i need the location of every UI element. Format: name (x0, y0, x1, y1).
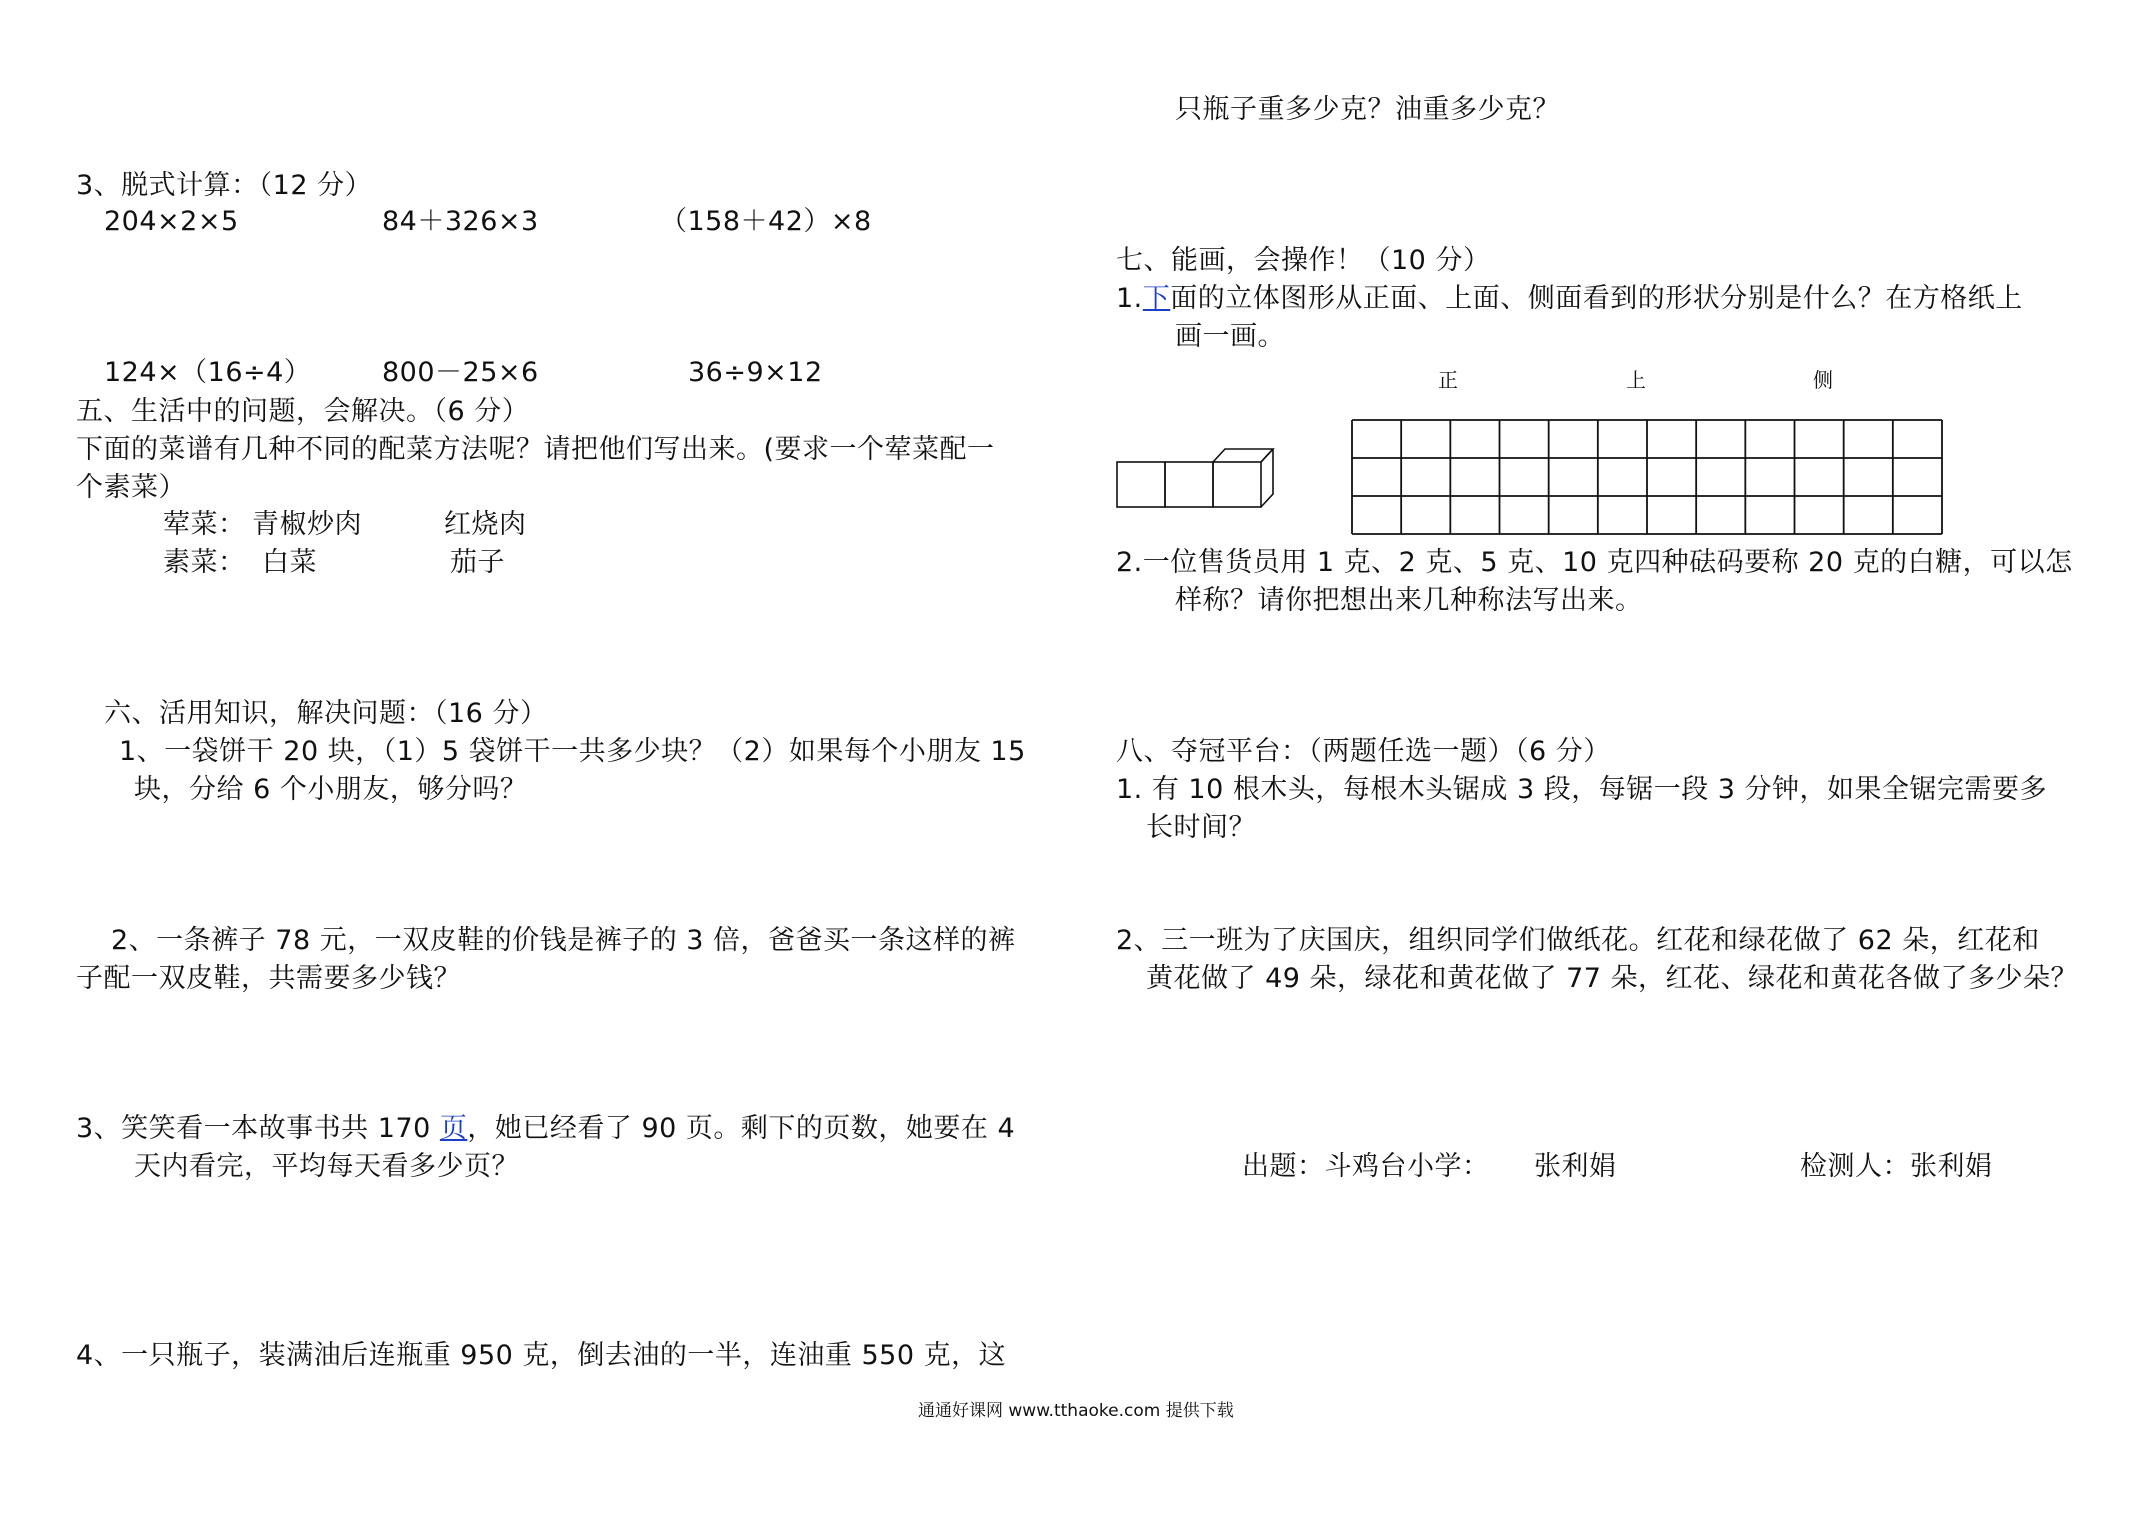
veg-item-2: 茄子 (450, 547, 505, 578)
q2-line2: 子配一双皮鞋，共需要多少钱？ (76, 963, 461, 994)
s7q1-line2: 画一画。 (1175, 321, 1285, 352)
calc-expr-3: （158＋42）×8 (660, 206, 872, 237)
veg-item-1: 白菜 (262, 547, 317, 578)
meat-label: 荤菜： (163, 509, 246, 540)
s8q1-line1: 1. 有 10 根木头，每根木头锯成 3 段，每锯一段 3 分钟，如果全锯完需要多 (1116, 774, 2048, 805)
sec6-heading: 六、活用知识，解决问题：（16 分） (104, 698, 548, 729)
calc-expr-6: 36÷9×12 (688, 357, 823, 388)
sec5-text-line1: 下面的菜谱有几种不同的配菜方法呢？请把他们写出来。(要求一个荤菜配一 (76, 434, 995, 465)
grid-paper (1350, 418, 1946, 538)
q3-line1-part2: ，她已经看了 90 页。剩下的页数，她要在 4 (467, 1113, 1016, 1144)
calc-expr-5: 800－25×6 (382, 357, 539, 388)
meat-item-1: 青椒炒肉 (252, 509, 362, 540)
view-label-top: 上 (1626, 368, 1647, 392)
s7q1-prefix: 1. (1116, 283, 1143, 314)
view-label-side: 侧 (1813, 368, 1834, 392)
meat-item-2: 红烧肉 (444, 509, 527, 540)
s7q2-line2: 样称？请你把想出来几种称法写出来。 (1175, 585, 1643, 616)
checker-label: 检测人：张利娟 (1800, 1151, 1993, 1182)
q3-page-link[interactable]: 页 (439, 1113, 468, 1144)
s7q2-line1: 2.一位售货员用 1 克、2 克、5 克、10 克四种砝码要称 20 克的白糖，可以怎 (1116, 547, 2073, 578)
view-label-front: 正 (1438, 368, 1459, 392)
veg-label: 素菜： (163, 547, 246, 578)
q4-line1: 4、一只瓶子，装满油后连瓶重 950 克，倒去油的一半，连油重 550 克，这 (76, 1340, 1007, 1371)
author-name: 张利娟 (1534, 1151, 1617, 1182)
q3-line1-part1: 3、笑笑看一本故事书共 170 (76, 1113, 440, 1144)
s7q1-line1 (1116, 280, 2023, 318)
author-label: 出题：斗鸡台小学： (1242, 1151, 1490, 1182)
s7q1-link[interactable]: 下 (1142, 283, 1171, 314)
q4-line2: 只瓶子重多少克？油重多少克？ (1175, 94, 1560, 125)
q3-line2: 天内看完，平均每天看多少页？ (134, 1151, 519, 1182)
s8q1-line2: 长时间？ (1146, 812, 1256, 843)
sec5-text-line2: 个素菜） (76, 472, 186, 503)
calc-expr-2: 84＋326×3 (382, 206, 539, 237)
cube-figure (1115, 445, 1295, 510)
q1-line2: 块，分给 6 个小朋友，够分吗？ (134, 774, 528, 805)
sec7-heading: 七、能画，会操作！（10 分） (1116, 245, 1491, 276)
s8q2-line2: 黄花做了 49 朵，绿花和黄花做了 77 朵，红花、绿花和黄花各做了多少朵？ (1146, 963, 2079, 994)
sec8-heading: 八、夺冠平台：（两题任选一题）（6 分） (1116, 736, 1611, 767)
s8q2-line1: 2、三一班为了庆国庆，组织同学们做纸花。红花和绿花做了 62 朵，红花和 (1116, 925, 2040, 956)
calc-expr-4: 124×（16÷4） (104, 357, 312, 388)
s7q1-rest: 面的立体图形从正面、上面、侧面看到的形状分别是什么？在方格纸上 (1170, 283, 2023, 314)
calc-expr-1: 204×2×5 (104, 206, 239, 237)
q1-line1: 1、一袋饼干 20 块，（1）5 袋饼干一共多少块？（2）如果每个小朋友 15 (119, 736, 1026, 767)
q2-line1: 2、一条裤子 78 元，一双皮鞋的价钱是裤子的 3 倍，爸爸买一条这样的裤 (111, 925, 1016, 956)
sec5-heading: 五、生活中的问题，会解决。（6 分） (76, 396, 530, 427)
q3-line1 (76, 1110, 1015, 1148)
footer-text: 通通好课网 www.tthaoke.com 提供下载 (918, 1401, 1234, 1421)
calc-heading: 3、脱式计算：（12 分） (76, 170, 373, 201)
